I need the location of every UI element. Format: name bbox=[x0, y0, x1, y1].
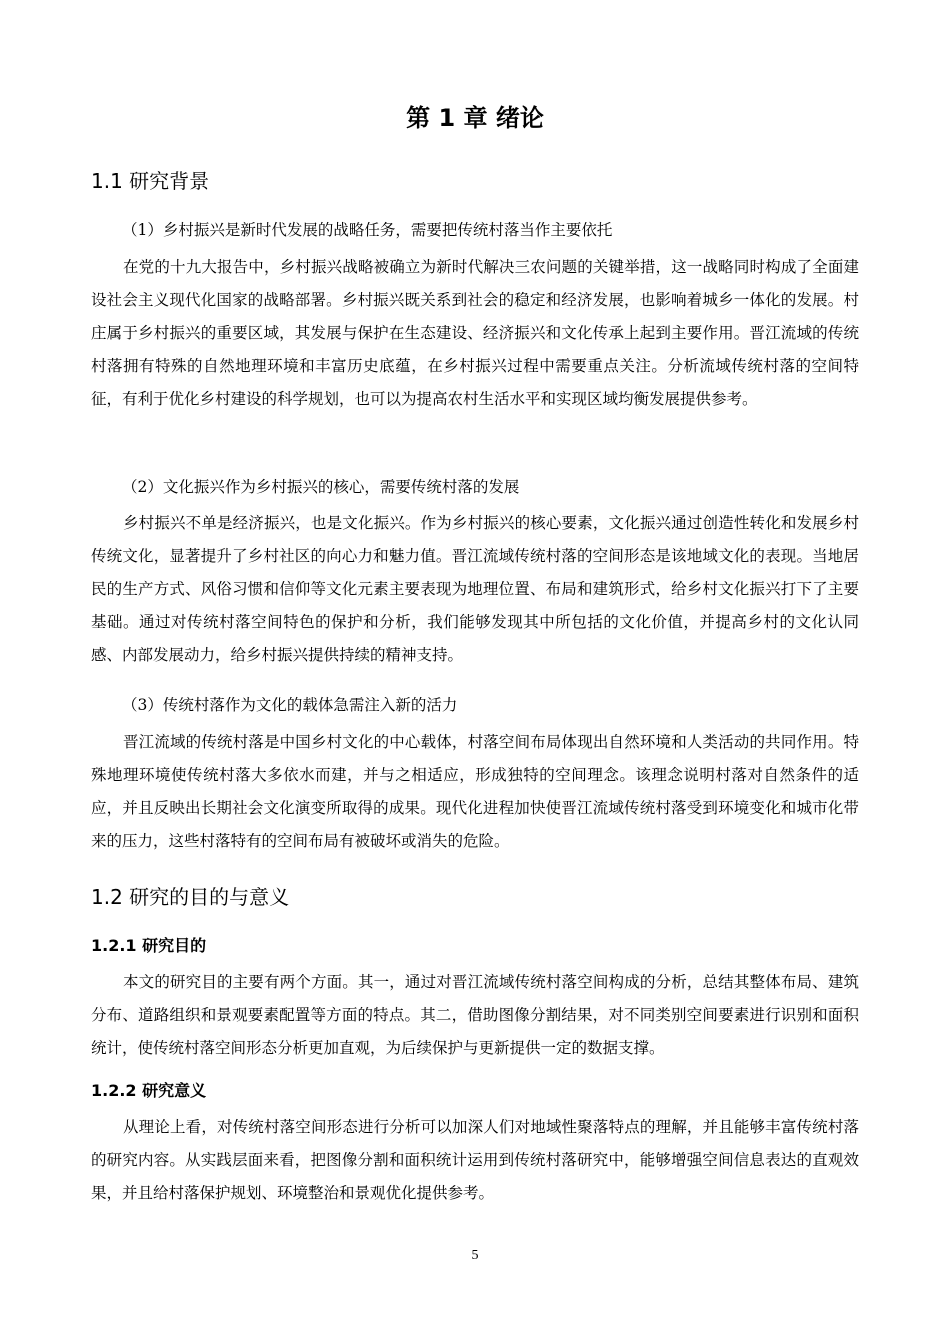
section-heading-1-2: 1.2 研究的目的与意义 bbox=[91, 885, 290, 909]
page-number: 5 bbox=[471, 1248, 479, 1263]
point-3-label: （3）传统村落作为文化的载体急需注入新的活力 bbox=[122, 696, 458, 714]
section-heading-1-1: 1.1 研究背景 bbox=[91, 169, 210, 193]
point-2-label: （2）文化振兴作为乡村振兴的核心，需要传统村落的发展 bbox=[122, 478, 520, 496]
subsection-heading-1-2-1: 1.2.1 研究目的 bbox=[91, 936, 207, 955]
research-purpose-paragraph: 本文的研究目的主要有两个方面。其一，通过对晋江流域传统村落空间构成的分析，总结其整体布局、建筑分布、道路组织和景观要素配置等方面的特点。其二，借助图像分割结果，对不同类别空间要素进行识别和面积统计，使传统村落空间形态分析更加直观，为后续保护与更新提供一定的数据支撑。 bbox=[91, 973, 859, 1057]
point-2-paragraph: 乡村振兴不单是经济振兴，也是文化振兴。作为乡村振兴的核心要素，文化振兴通过创造性转化和发展乡村传统文化，显著提升了乡村社区的向心力和魅力值。晋江流域传统村落的空间形态是该地域文化的表现。当地居民的生产方式、风俗习惯和信仰等文化元素主要表现为地理位置、布局和建筑形式，给乡村文化振兴打下了主要基础。通过对传统村落空间特色的保护和分析，我们能够发现其中所包括的文化价值，并提高乡村的文化认同感、内部发展动力，给乡村振兴提供持续的精神支持。 bbox=[91, 514, 859, 664]
chapter-title: 第 1 章 绪论 bbox=[406, 104, 544, 132]
point-1-label: （1）乡村振兴是新时代发展的战略任务，需要把传统村落当作主要依托 bbox=[122, 221, 613, 239]
research-significance-paragraph: 从理论上看，对传统村落空间形态进行分析可以加深人们对地域性聚落特点的理解，并且能够丰富传统村落的研究内容。从实践层面来看，把图像分割和面积统计运用到传统村落研究中，能够增强空间信息表达的直观效果，并且给村落保护规划、环境整治和景观优化提供参考。 bbox=[91, 1118, 859, 1202]
point-1-paragraph: 在党的十九大报告中，乡村振兴战略被确立为新时代解决三农问题的关键举措，这一战略同时构成了全面建设社会主义现代化国家的战略部署。乡村振兴既关系到社会的稳定和经济发展，也影响着城乡一体化的发展。村庄属于乡村振兴的重要区域，其发展与保护在生态建设、经济振兴和文化传承上起到主要作用。晋江流域的传统村落拥有特殊的自然地理环境和丰富历史底蕴，在乡村振兴过程中需要重点关注。分析流域传统村落的空间特征，有利于优化乡村建设的科学规划，也可以为提高农村生活水平和实现区域均衡发展提供参考。 bbox=[91, 258, 859, 408]
point-3-paragraph: 晋江流域的传统村落是中国乡村文化的中心载体，村落空间布局体现出自然环境和人类活动的共同作用。特殊地理环境使传统村落大多依水而建，并与之相适应，形成独特的空间理念。该理念说明村落对自然条件的适应，并且反映出长期社会文化演变所取得的成果。现代化进程加快使晋江流域传统村落受到环境变化和城市化带来的压力，这些村落特有的空间布局有被破坏或消失的危险。 bbox=[91, 733, 859, 850]
subsection-heading-1-2-2: 1.2.2 研究意义 bbox=[91, 1081, 207, 1100]
